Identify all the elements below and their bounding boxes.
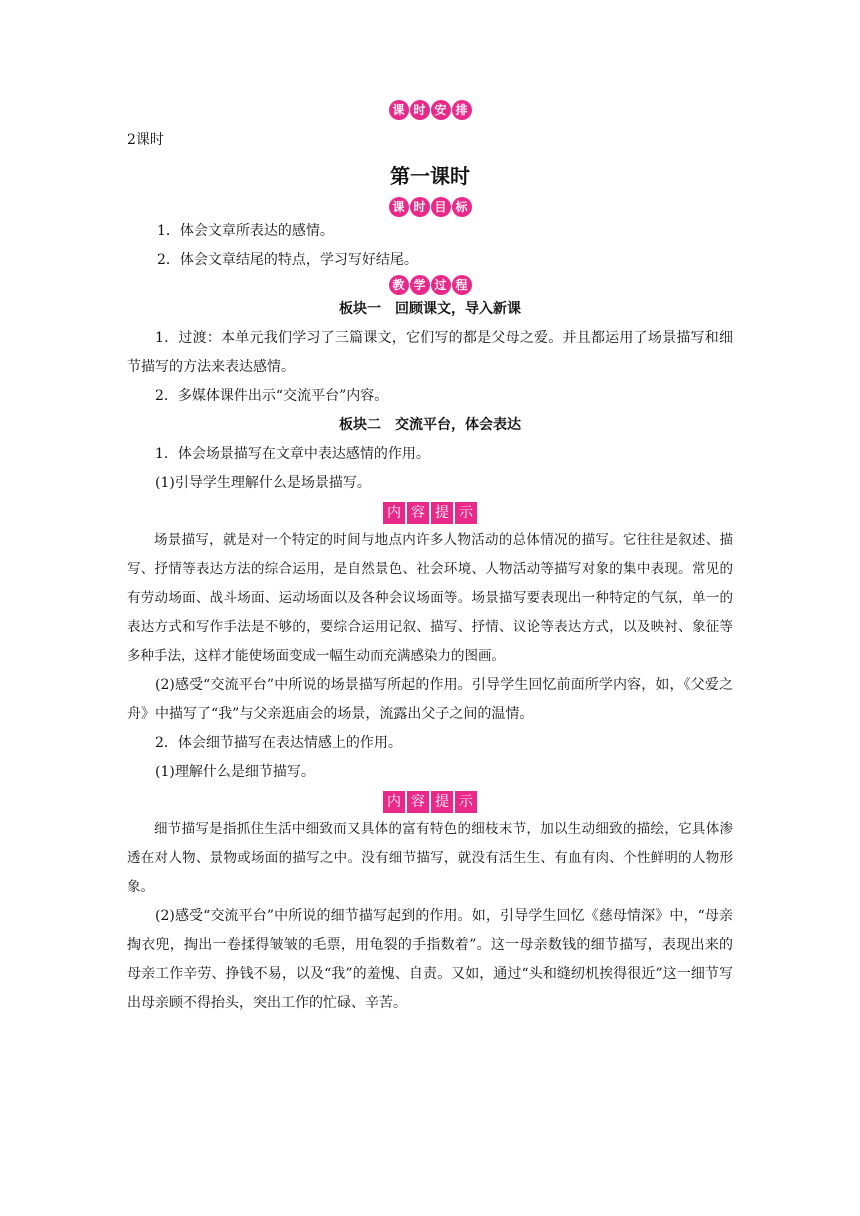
badge-char: 过 [431, 275, 451, 295]
section2-paragraph: 1．体会场景描写在文章中表达感情的作用。 [155, 446, 430, 462]
badge-char: 容 [407, 502, 429, 524]
section1-paragraph: 2．多媒体课件出示“交流平台”内容。 [155, 388, 389, 404]
section2-paragraph: 2．体会细节描写在表达情感上的作用。 [155, 735, 402, 751]
badge-char: 排 [452, 100, 472, 120]
goal-item: 1．体会文章所表达的感情。 [157, 223, 334, 239]
section1-heading: 板块一 回顾课文，导入新课 [339, 301, 521, 317]
section2-heading: 板块二 交流平台，体会表达 [339, 417, 521, 433]
badge-char: 时 [410, 100, 430, 120]
tip-badge [127, 791, 733, 813]
badge-char: 标 [452, 197, 472, 217]
lesson-count: 2课时 [127, 132, 164, 148]
page-title: 第一课时 [390, 164, 470, 188]
process-badge [127, 275, 733, 295]
badge-char: 安 [431, 100, 451, 120]
badge-char: 容 [407, 791, 429, 813]
badge-char: 教 [389, 275, 409, 295]
badge-char: 内 [383, 502, 405, 524]
badge-char: 提 [431, 502, 453, 524]
badge-char: 时 [410, 197, 430, 217]
section2-paragraph: (2)感受“交流平台”中所说的细节描写起到的作用。如，引导学生回忆《慈母情深》中，“母亲掏衣兜，掏出一卷揉得皱皱的毛票，用龟裂的手指数着”。这一母亲数钱的细节描写，表现出来的母亲工作辛劳、挣钱不易，以及“我”的羞愧、自责。又如，通过“头和缝纫机挨得很近”这一细节写出母亲顾不得抬头，突出工作的忙碌、辛苦。 [127, 908, 733, 1011]
badge-char: 课 [389, 100, 409, 120]
goals-badge [127, 197, 733, 217]
badge-char: 课 [389, 197, 409, 217]
badge-char: 示 [455, 791, 477, 813]
section1-paragraph: 1．过渡：本单元我们学习了三篇课文，它们写的都是父母之爱。并且都运用了场景描写和细节描写的方法来表达感情。 [127, 330, 733, 375]
tip-text: 场景描写，就是对一个特定的时间与地点内许多人物活动的总体情况的描写。它往往是叙述、描写、抒情等表达方法的综合运用，是自然景色、社会环境、人物活动等描写对象的集中表现。常见的有劳动场面、战斗场面、运动场面以及各种会议场面等。场景描写要表现出一种特定的气氛，单一的表达方式和写作手法是不够的，要综合运用记叙、描写、抒情、议论等表达方式，以及映衬、象征等多种手法，这样才能使场面变成一幅生动而充满感染力的图画。 [127, 532, 733, 664]
badge-char: 目 [431, 197, 451, 217]
tip-text: 细节描写是指抓住生活中细致而又具体的富有特色的细枝末节，加以生动细致的描绘，它具体渗透在对人物、景物或场面的描写之中。没有细节描写，就没有活生生、有血有肉、个性鲜明的人物形象。 [127, 821, 733, 895]
badge-char: 程 [452, 275, 472, 295]
section2-paragraph: (1)引导学生理解什么是场景描写。 [155, 475, 371, 491]
schedule-badge [127, 100, 733, 120]
badge-char: 内 [383, 791, 405, 813]
badge-char: 提 [431, 791, 453, 813]
section2-paragraph: (2)感受“交流平台”中所说的场景描写所起的作用。引导学生回忆前面所学内容，如，《父爱之舟》中描写了“我”与父亲逛庙会的场景，流露出父子之间的温情。 [127, 677, 733, 722]
goal-item: 2．体会文章结尾的特点，学习写好结尾。 [157, 252, 418, 268]
badge-char: 学 [410, 275, 430, 295]
document-content [127, 100, 733, 1018]
section2-paragraph: (1)理解什么是细节描写。 [155, 764, 315, 780]
tip-badge [127, 502, 733, 524]
badge-char: 示 [455, 502, 477, 524]
